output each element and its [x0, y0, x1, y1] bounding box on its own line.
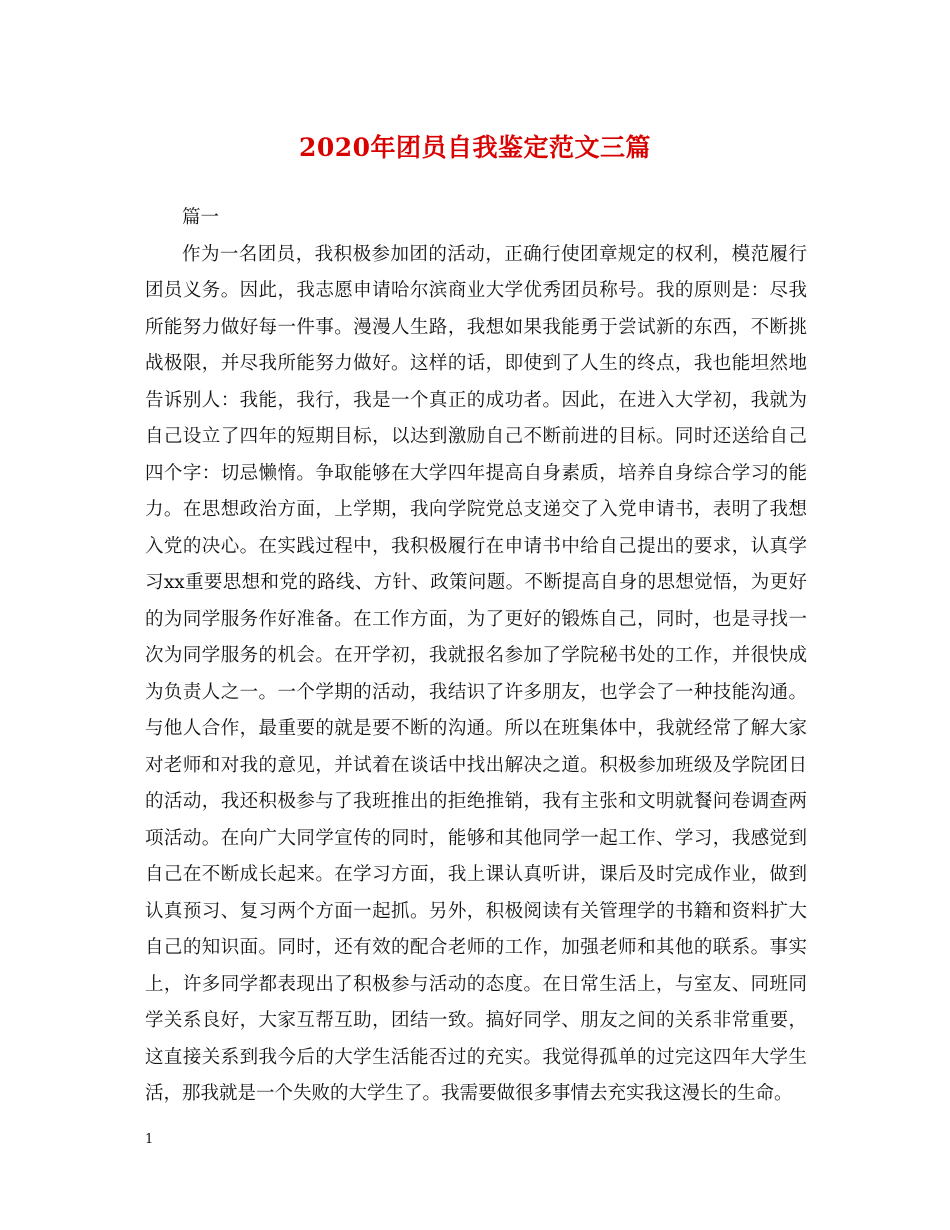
- paragraph-line: 与他人合作，最重要的就是要不断的沟通。所以在班集体中，我就经常了解大家: [145, 718, 807, 739]
- paragraph-line: 的为同学服务作好准备。在工作方面，为了更好的锻炼自己，同时，也是寻找一: [145, 608, 807, 630]
- paragraph-line: 活，那我就是一个失败的大学生了。我需要做很多事情去充实我这漫长的生命。: [145, 1083, 793, 1104]
- paragraph-line: 自己在不断成长起来。在学习方面，我上课认真听讲，课后及时完成作业，做到: [145, 864, 807, 885]
- paragraph-line: 四个字：切忌懒惰。争取能够在大学四年提高自身素质，培养自身综合学习的能: [145, 462, 807, 484]
- document-body: [145, 200, 807, 1113]
- paragraph-line: 上，许多同学都表现出了积极参与活动的态度。在日常生活上，与室友、同班同: [145, 973, 807, 995]
- paragraph-line: 项活动。在向广大同学宣传的同时，能够和其他同学一起工作、学习，我感觉到: [145, 827, 807, 849]
- paragraph-line: 认真预习、复习两个方面一起抓。另外，积极阅读有关管理学的书籍和资料扩大: [145, 900, 807, 922]
- section-heading: 篇一: [182, 207, 220, 228]
- paragraph-line: 战极限，并尽我所能努力做好。这样的话，即使到了人生的终点，我也能坦然地: [145, 353, 807, 374]
- paragraph-line: 次为同学服务的机会。在开学初，我就报名参加了学院秘书处的工作，并很快成: [145, 645, 807, 666]
- paragraph-line: 告诉别人：我能，我行，我是一个真正的成功者。因此，在进入大学初，我就为: [145, 389, 807, 411]
- paragraph-line: 这直接关系到我今后的大学生活能否过的充实。我觉得孤单的过完这四年大学生: [145, 1046, 807, 1068]
- paragraph-line: 学关系良好，大家互帮互助，团结一致。搞好同学、朋友之间的关系非常重要，: [145, 1010, 807, 1031]
- paragraph-line: 团员义务。因此，我志愿申请哈尔滨商业大学优秀团员称号。我的原则是：尽我: [145, 280, 807, 301]
- paragraph-line: 自己的知识面。同时，还有效的配合老师的工作，加强老师和其他的联系。事实: [145, 937, 807, 958]
- paragraph-line: 入党的决心。在实践过程中，我积极履行在申请书中给自己提出的要求，认真学: [145, 535, 807, 557]
- paragraph-line: 力。在思想政治方面，上学期，我向学院党总支递交了入党申请书，表明了我想: [145, 499, 807, 520]
- paragraph-line: 为负责人之一。一个学期的活动，我结识了许多朋友，也学会了一种技能沟通。: [145, 681, 807, 703]
- document-title: 2020年团员自我鉴定范文三篇: [298, 133, 652, 162]
- paragraph-line: 所能努力做好每一件事。漫漫人生路，我想如果我能勇于尝试新的东西，不断挑: [145, 316, 807, 338]
- paragraph-line: 对老师和对我的意见，并试着在谈话中找出解决之道。积极参加班级及学院团日: [145, 754, 807, 776]
- paragraph-line: 作为一名团员，我积极参加团的活动，正确行使团章规定的权利，模范履行: [182, 243, 807, 265]
- paragraph-line: 的活动，我还积极参与了我班推出的拒绝推销，我有主张和文明就餐问卷调查两: [145, 791, 807, 812]
- paragraph-line: 习xx重要思想和党的路线、方针、政策问题。不断提高自身的思想觉悟，为更好: [145, 572, 807, 593]
- paragraph-line: 自己设立了四年的短期目标，以达到激励自己不断前进的目标。同时还送给自己: [145, 426, 807, 447]
- page-number: 1: [145, 1132, 154, 1147]
